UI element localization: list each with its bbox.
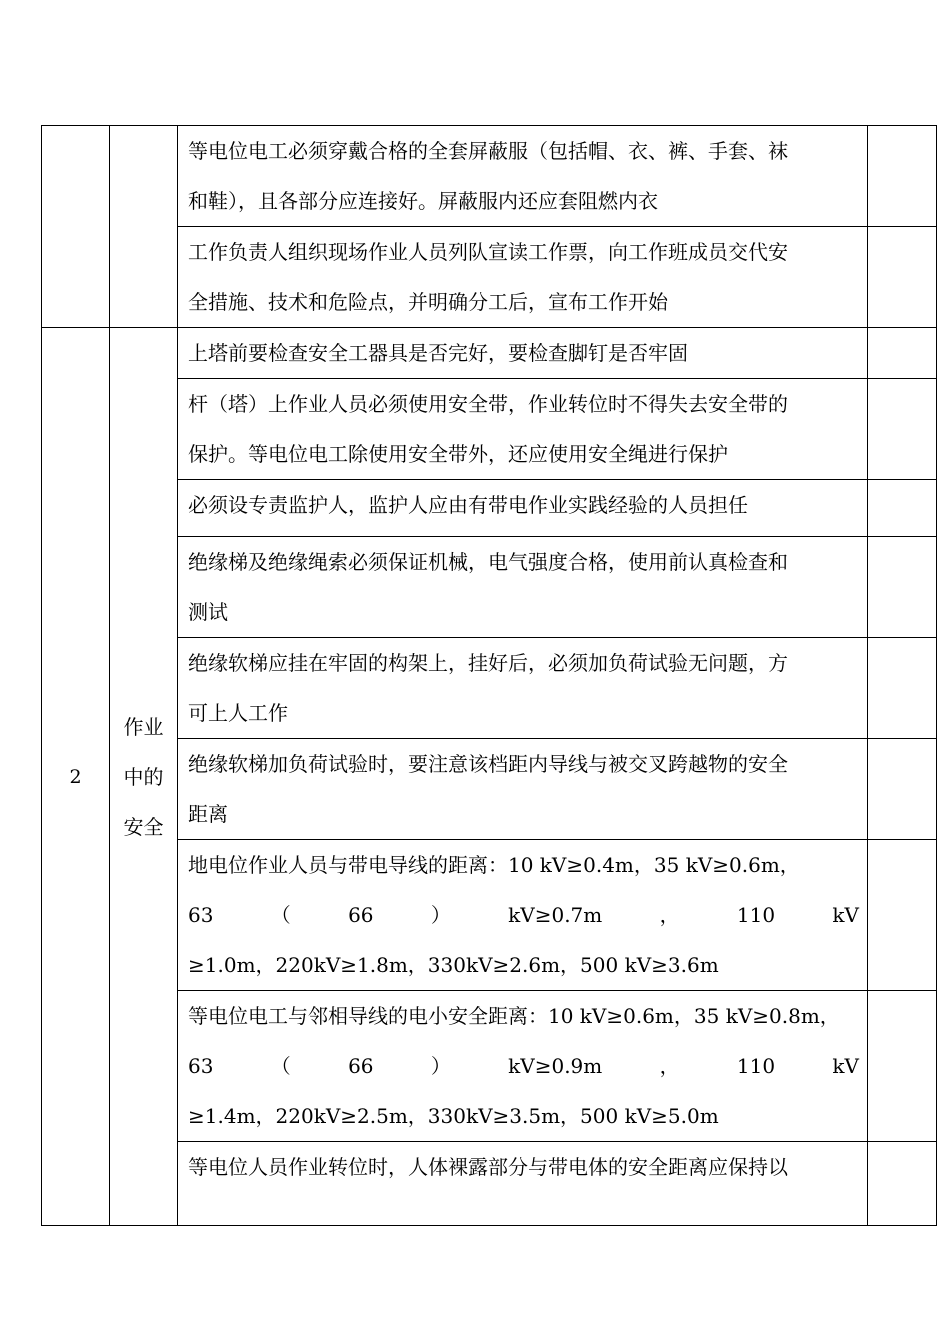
remark-cell: [868, 379, 937, 480]
section-category: 作业 中的 安全: [110, 328, 178, 1226]
item-text: 绝缘软梯加负荷试验时，要注意该档距内导线与被交叉跨越物的安全 距离: [178, 739, 868, 840]
item-text: 地电位作业人员与带电导线的距离：10 kV≥0.4m，35 kV≥0.6m， 63 （ 66 ） kV≥0.7m ， 110 kV ≥1.0m，220kV≥1.8m，330kV≥2.6m，500 kV≥3.6m: [178, 840, 868, 991]
remark-cell: [868, 480, 937, 537]
remark-cell: [868, 227, 937, 328]
remark-cell: [868, 638, 937, 739]
safety-table: [41, 125, 937, 1226]
remark-cell: [868, 328, 937, 379]
remark-cell: [868, 739, 937, 840]
item-text: 绝缘软梯应挂在牢固的构架上，挂好后，必须加负荷试验无问题，方 可上人工作: [178, 638, 868, 739]
table-row: [42, 328, 937, 379]
item-text: 工作负责人组织现场作业人员列队宣读工作票，向工作班成员交代安 全措施、技术和危险点，并明确分工后，宣布工作开始: [178, 227, 868, 328]
item-text: 等电位人员作业转位时，人体裸露部分与带电体的安全距离应保持以: [178, 1142, 868, 1226]
category-cell-empty: [110, 126, 178, 328]
remark-cell: [868, 126, 937, 227]
remark-cell: [868, 991, 937, 1142]
section-number: 2: [42, 328, 110, 1226]
table-row: [42, 126, 937, 227]
remark-cell: [868, 840, 937, 991]
remark-cell: [868, 537, 937, 638]
item-text: 杆（塔）上作业人员必须使用安全带，作业转位时不得失去安全带的 保护。等电位电工除使用安全带外，还应使用安全绳进行保护: [178, 379, 868, 480]
number-cell-empty: [42, 126, 110, 328]
item-text: 等电位电工必须穿戴合格的全套屏蔽服（包括帽、衣、裤、手套、袜 和鞋），且各部分应连接好。屏蔽服内还应套阻燃内衣: [178, 126, 868, 227]
justified-line: 63 （ 66 ） kV≥0.7m ， 110 kV: [188, 903, 859, 927]
justified-line: 63 （ 66 ） kV≥0.9m ， 110 kV: [188, 1054, 859, 1078]
item-text: 必须设专责监护人，监护人应由有带电作业实践经验的人员担任: [178, 480, 868, 537]
item-text: 等电位电工与邻相导线的电小安全距离：10 kV≥0.6m，35 kV≥0.8m， 63 （ 66 ） kV≥0.9m ， 110 kV ≥1.4m，220kV≥2.5m，330kV≥3.5m，500 kV≥5.0m: [178, 991, 868, 1142]
remark-cell: [868, 1142, 937, 1226]
item-text: 上塔前要检查安全工器具是否完好，要检查脚钉是否牢固: [178, 328, 868, 379]
item-text: 绝缘梯及绝缘绳索必须保证机械，电气强度合格，使用前认真检查和 测试: [178, 537, 868, 638]
